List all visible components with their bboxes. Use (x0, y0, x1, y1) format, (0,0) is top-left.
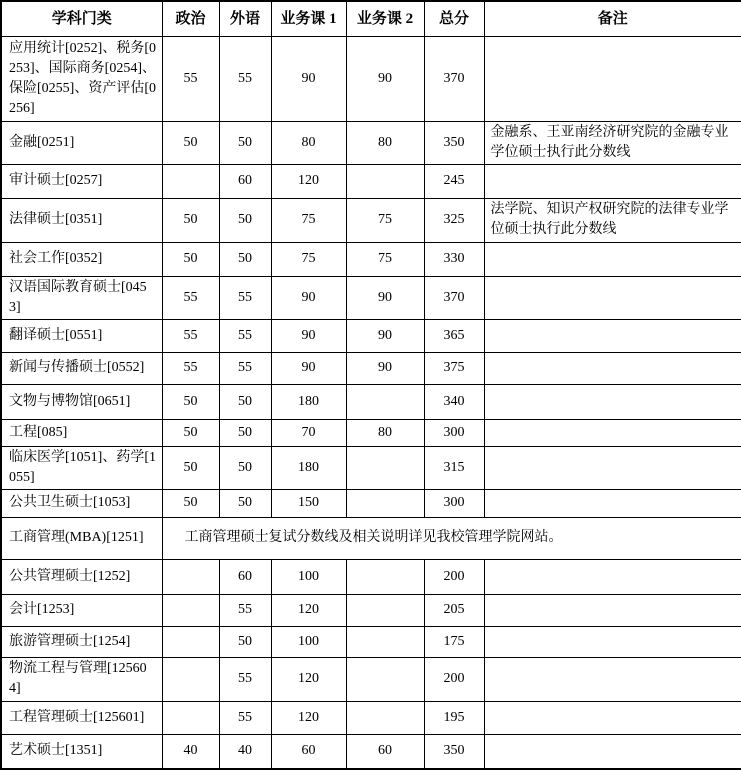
category-cell: 法律硕士[0351] (1, 198, 162, 242)
table-row (1, 594, 741, 626)
remark-cell (484, 657, 741, 701)
category-cell: 新闻与传播硕士[0552] (1, 352, 162, 384)
total-score-cell: 330 (424, 242, 484, 276)
course2-score-cell: 90 (346, 36, 424, 121)
course1-score-cell: 60 (271, 734, 346, 769)
foreign-language-score-cell: 40 (219, 734, 271, 769)
table-row (1, 164, 741, 198)
span-note-cell: 工商管理硕士复试分数线及相关说明详见我校管理学院网站。 (162, 517, 741, 559)
politics-score-cell: 55 (162, 36, 219, 121)
remark-cell: 金融系、王亚南经济研究院的金融专业学位硕士执行此分数线 (484, 121, 741, 164)
remark-cell (484, 319, 741, 352)
foreign-language-score-cell: 60 (219, 559, 271, 594)
course1-score-cell: 100 (271, 626, 346, 657)
politics-score-cell (162, 594, 219, 626)
total-score-cell: 370 (424, 36, 484, 121)
category-cell: 汉语国际教育硕士[0453] (1, 276, 162, 319)
course1-score-cell: 180 (271, 384, 346, 419)
politics-score-cell: 50 (162, 121, 219, 164)
course2-score-cell: 90 (346, 352, 424, 384)
category-cell: 公共管理硕士[1252] (1, 559, 162, 594)
politics-score-cell: 55 (162, 319, 219, 352)
course1-score-cell: 80 (271, 121, 346, 164)
course2-score-cell: 75 (346, 198, 424, 242)
total-score-cell: 205 (424, 594, 484, 626)
category-cell: 金融[0251] (1, 121, 162, 164)
politics-score-cell (162, 701, 219, 734)
category-cell: 社会工作[0352] (1, 242, 162, 276)
course1-score-cell: 90 (271, 276, 346, 319)
remark-cell (484, 594, 741, 626)
header-course-2: 业务课 2 (346, 1, 424, 36)
table-row (1, 352, 741, 384)
remark-cell (484, 626, 741, 657)
course2-score-cell (346, 626, 424, 657)
course1-score-cell: 90 (271, 319, 346, 352)
header-total-score: 总分 (424, 1, 484, 36)
politics-score-cell: 50 (162, 242, 219, 276)
table-row (1, 517, 741, 559)
course1-score-cell: 75 (271, 198, 346, 242)
course2-score-cell (346, 701, 424, 734)
category-cell: 工程管理硕士[125601] (1, 701, 162, 734)
category-cell: 工程[085] (1, 419, 162, 446)
remark-cell (484, 734, 741, 769)
course2-score-cell (346, 446, 424, 489)
course1-score-cell: 180 (271, 446, 346, 489)
politics-score-cell: 50 (162, 489, 219, 517)
total-score-cell: 315 (424, 446, 484, 489)
table-row (1, 198, 741, 242)
politics-score-cell (162, 657, 219, 701)
remark-cell (484, 384, 741, 419)
foreign-language-score-cell: 55 (219, 36, 271, 121)
course2-score-cell: 90 (346, 319, 424, 352)
total-score-cell: 300 (424, 489, 484, 517)
header-politics: 政治 (162, 1, 219, 36)
header-foreign-language: 外语 (219, 1, 271, 36)
politics-score-cell: 50 (162, 198, 219, 242)
foreign-language-score-cell: 55 (219, 657, 271, 701)
total-score-cell: 325 (424, 198, 484, 242)
table-body (1, 36, 741, 769)
total-score-cell: 340 (424, 384, 484, 419)
remark-cell (484, 242, 741, 276)
course2-score-cell: 80 (346, 419, 424, 446)
politics-score-cell (162, 626, 219, 657)
foreign-language-score-cell: 50 (219, 198, 271, 242)
course1-score-cell: 120 (271, 594, 346, 626)
total-score-cell: 370 (424, 276, 484, 319)
course1-score-cell: 120 (271, 657, 346, 701)
table-row (1, 446, 741, 489)
table-row (1, 626, 741, 657)
foreign-language-score-cell: 55 (219, 319, 271, 352)
foreign-language-score-cell: 50 (219, 446, 271, 489)
table-row (1, 276, 741, 319)
course1-score-cell: 150 (271, 489, 346, 517)
course1-score-cell: 100 (271, 559, 346, 594)
politics-score-cell (162, 559, 219, 594)
course1-score-cell: 90 (271, 352, 346, 384)
remark-cell (484, 446, 741, 489)
course2-score-cell (346, 384, 424, 419)
table-row (1, 36, 741, 121)
remark-cell (484, 559, 741, 594)
table-row (1, 384, 741, 419)
remark-cell (484, 419, 741, 446)
course1-score-cell: 90 (271, 36, 346, 121)
category-cell: 审计硕士[0257] (1, 164, 162, 198)
total-score-cell: 350 (424, 121, 484, 164)
remark-cell (484, 352, 741, 384)
table-row (1, 419, 741, 446)
remark-cell (484, 276, 741, 319)
course2-score-cell: 60 (346, 734, 424, 769)
course1-score-cell: 75 (271, 242, 346, 276)
header-row (1, 1, 741, 36)
header-remarks: 备注 (484, 1, 741, 36)
foreign-language-score-cell: 55 (219, 594, 271, 626)
course1-score-cell: 120 (271, 164, 346, 198)
remark-cell: 法学院、知识产权研究院的法律专业学位硕士执行此分数线 (484, 198, 741, 242)
remark-cell (484, 36, 741, 121)
course2-score-cell: 75 (346, 242, 424, 276)
total-score-cell: 300 (424, 419, 484, 446)
foreign-language-score-cell: 50 (219, 242, 271, 276)
table-row (1, 489, 741, 517)
category-cell: 翻译硕士[0551] (1, 319, 162, 352)
category-cell: 应用统计[0252]、税务[0253]、国际商务[0254]、保险[0255]、资产评估[0256] (1, 36, 162, 121)
course2-score-cell (346, 489, 424, 517)
table-row (1, 559, 741, 594)
foreign-language-score-cell: 55 (219, 352, 271, 384)
category-cell: 工商管理(MBA)[1251] (1, 517, 162, 559)
course1-score-cell: 120 (271, 701, 346, 734)
total-score-cell: 200 (424, 657, 484, 701)
politics-score-cell: 40 (162, 734, 219, 769)
total-score-cell: 245 (424, 164, 484, 198)
table-row (1, 121, 741, 164)
foreign-language-score-cell: 50 (219, 626, 271, 657)
total-score-cell: 200 (424, 559, 484, 594)
category-cell: 物流工程与管理[125604] (1, 657, 162, 701)
category-cell: 公共卫生硕士[1053] (1, 489, 162, 517)
total-score-cell: 195 (424, 701, 484, 734)
course2-score-cell (346, 559, 424, 594)
politics-score-cell (162, 164, 219, 198)
total-score-cell: 365 (424, 319, 484, 352)
category-cell: 文物与博物馆[0651] (1, 384, 162, 419)
course2-score-cell: 80 (346, 121, 424, 164)
politics-score-cell: 50 (162, 384, 219, 419)
course2-score-cell (346, 657, 424, 701)
table-row (1, 319, 741, 352)
category-cell: 旅游管理硕士[1254] (1, 626, 162, 657)
foreign-language-score-cell: 50 (219, 384, 271, 419)
course2-score-cell (346, 594, 424, 626)
table-row (1, 657, 741, 701)
foreign-language-score-cell: 50 (219, 121, 271, 164)
total-score-cell: 175 (424, 626, 484, 657)
politics-score-cell: 55 (162, 352, 219, 384)
table-row (1, 242, 741, 276)
foreign-language-score-cell: 50 (219, 489, 271, 517)
foreign-language-score-cell: 50 (219, 419, 271, 446)
course2-score-cell: 90 (346, 276, 424, 319)
foreign-language-score-cell: 55 (219, 701, 271, 734)
header-course-1: 业务课 1 (271, 1, 346, 36)
course1-score-cell: 70 (271, 419, 346, 446)
foreign-language-score-cell: 60 (219, 164, 271, 198)
table-row (1, 734, 741, 769)
remark-cell (484, 164, 741, 198)
category-cell: 会计[1253] (1, 594, 162, 626)
politics-score-cell: 50 (162, 419, 219, 446)
total-score-cell: 350 (424, 734, 484, 769)
remark-cell (484, 701, 741, 734)
remark-cell (484, 489, 741, 517)
category-cell: 艺术硕士[1351] (1, 734, 162, 769)
header-subject-category: 学科门类 (1, 1, 162, 36)
politics-score-cell: 55 (162, 276, 219, 319)
category-cell: 临床医学[1051]、药学[1055] (1, 446, 162, 489)
table-row (1, 701, 741, 734)
total-score-cell: 375 (424, 352, 484, 384)
politics-score-cell: 50 (162, 446, 219, 489)
course2-score-cell (346, 164, 424, 198)
foreign-language-score-cell: 55 (219, 276, 271, 319)
